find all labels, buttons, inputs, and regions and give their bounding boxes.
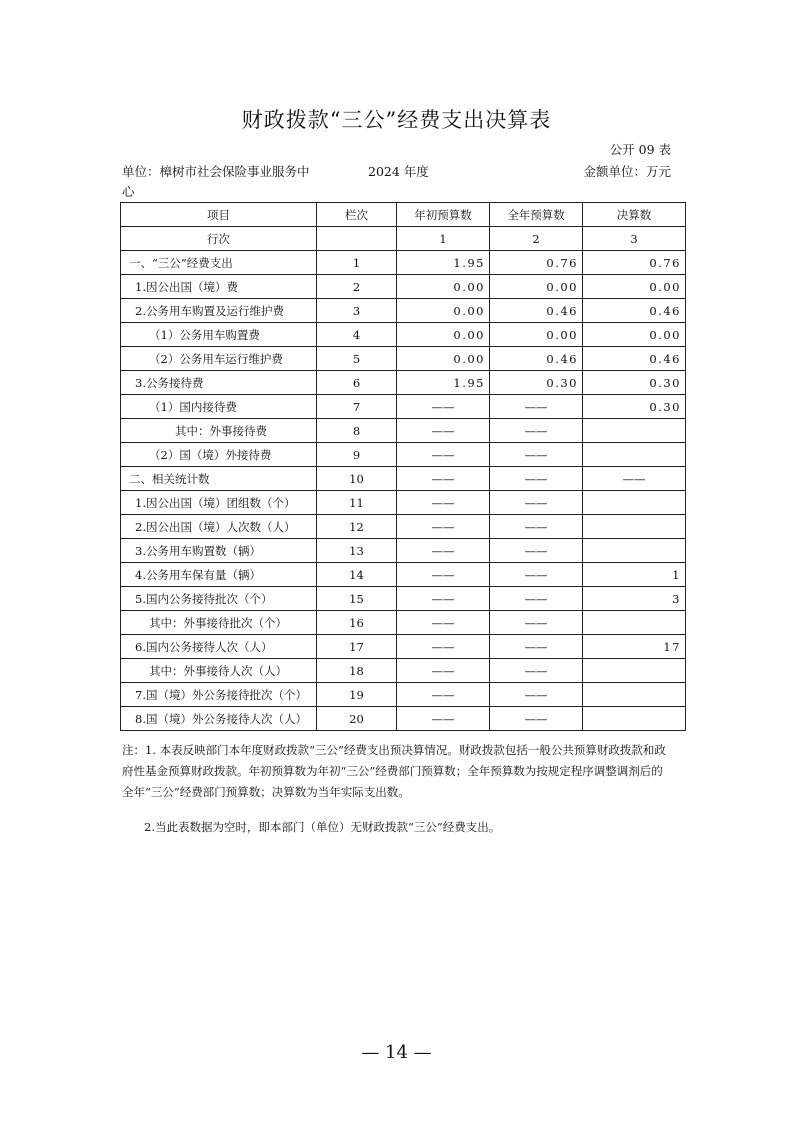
form-number: 公开 09 表	[609, 142, 671, 157]
header-full-year-budget: 全年预算数	[490, 203, 583, 227]
full-year-budget-cell: ——	[490, 635, 583, 659]
column-index-row	[121, 227, 686, 251]
notes	[122, 740, 674, 838]
item-cell: 一、“三公”经费支出	[121, 251, 317, 275]
initial-budget-cell: ——	[397, 563, 490, 587]
item-cell: 6.国内公务接待人次（人）	[121, 635, 317, 659]
header-final-account: 决算数	[583, 203, 686, 227]
row-number-cell: 19	[317, 683, 397, 707]
item-cell: 其中：外事接待批次（个）	[121, 611, 317, 635]
initial-budget-cell: ——	[397, 443, 490, 467]
row-number-cell: 6	[317, 371, 397, 395]
item-cell: （2）公务用车运行维护费	[121, 347, 317, 371]
table-row	[121, 299, 686, 323]
item-cell: 其中：外事接待人次（人）	[121, 659, 317, 683]
table-row	[121, 443, 686, 467]
full-year-budget-cell: ——	[490, 707, 583, 731]
fiscal-year: 2024 年度	[368, 164, 429, 179]
row-number-cell: 12	[317, 515, 397, 539]
row-number-cell: 13	[317, 539, 397, 563]
initial-budget-cell: ——	[397, 635, 490, 659]
table-row	[121, 251, 686, 275]
table-row	[121, 707, 686, 731]
final-account-cell: 17	[583, 635, 686, 659]
row-number-cell: 4	[317, 323, 397, 347]
final-account-cell	[583, 539, 686, 563]
amount-unit: 金额单位：万元	[583, 164, 671, 179]
page-number: — 14 —	[361, 1042, 432, 1063]
table-row	[121, 419, 686, 443]
final-account-cell: 0.46	[583, 299, 686, 323]
full-year-budget-cell: 0.46	[490, 299, 583, 323]
item-cell: 1.因公出国（境）费	[121, 275, 317, 299]
final-account-cell: 0.30	[583, 371, 686, 395]
final-account-cell: 0.30	[583, 395, 686, 419]
initial-budget-cell: ——	[397, 659, 490, 683]
full-year-budget-cell: 0.46	[490, 347, 583, 371]
item-cell: （1）国内接待费	[121, 395, 317, 419]
full-year-budget-cell: ——	[490, 563, 583, 587]
initial-budget-cell: 0.00	[397, 275, 490, 299]
row-number-cell: 2	[317, 275, 397, 299]
initial-budget-cell: 1.95	[397, 371, 490, 395]
table-row	[121, 275, 686, 299]
item-cell: 3.公务用车购置数（辆）	[121, 539, 317, 563]
row-number-cell: 20	[317, 707, 397, 731]
full-year-budget-cell: 0.76	[490, 251, 583, 275]
final-account-cell: 1	[583, 563, 686, 587]
final-account-cell	[583, 659, 686, 683]
item-cell: 3.公务接待费	[121, 371, 317, 395]
final-account-cell: 0.00	[583, 275, 686, 299]
header-initial-budget: 年初预算数	[397, 203, 490, 227]
unit-name-line2: 心	[122, 184, 135, 199]
item-cell: 其中：外事接待费	[121, 419, 317, 443]
row-number-cell: 16	[317, 611, 397, 635]
item-cell: 2.公务用车购置及运行维护费	[121, 299, 317, 323]
final-account-cell	[583, 491, 686, 515]
initial-budget-cell: ——	[397, 515, 490, 539]
table-row	[121, 587, 686, 611]
item-cell: 1.因公出国（境）团组数（个）	[121, 491, 317, 515]
final-account-cell	[583, 419, 686, 443]
item-cell: 5.国内公务接待批次（个）	[121, 587, 317, 611]
initial-budget-cell: ——	[397, 611, 490, 635]
empty-cell	[317, 227, 397, 251]
column-index-3: 3	[583, 227, 686, 251]
row-number-cell: 10	[317, 467, 397, 491]
full-year-budget-cell: 0.00	[490, 275, 583, 299]
full-year-budget-cell: ——	[490, 395, 583, 419]
table-row	[121, 323, 686, 347]
page-title: 财政拨款“三公”经费支出决算表	[241, 108, 552, 132]
table-row	[121, 611, 686, 635]
note-2: 2.当此表数据为空时，即本部门（单位）无财政拨款“三公”经费支出。	[144, 820, 501, 834]
column-index-2: 2	[490, 227, 583, 251]
final-account-cell: 0.46	[583, 347, 686, 371]
row-number-cell: 15	[317, 587, 397, 611]
item-cell: 二、相关统计数	[121, 467, 317, 491]
item-cell: 8.国（境）外公务接待人次（人）	[121, 707, 317, 731]
table-row	[121, 371, 686, 395]
row-number-cell: 1	[317, 251, 397, 275]
item-cell: 7.国（境）外公务接待批次（个）	[121, 683, 317, 707]
initial-budget-cell: ——	[397, 707, 490, 731]
row-number-cell: 11	[317, 491, 397, 515]
note-1: 注：1. 本表反映部门本年度财政拨款“三公”经费支出预决算情况。财政拨款包括一般公共预算财政拨款和政府性基金预算财政拨款。年初预算数为年初“三公”经费部门预算数；全年预算数为按规定程序调整调剂后的全年“三公”经费部门预算数；决算数为当年实际支出数。	[122, 743, 666, 799]
full-year-budget-cell: ——	[490, 587, 583, 611]
table-row	[121, 347, 686, 371]
initial-budget-cell: ——	[397, 491, 490, 515]
final-account-cell	[583, 611, 686, 635]
final-account-cell	[583, 683, 686, 707]
final-account-cell	[583, 707, 686, 731]
row-number-cell: 17	[317, 635, 397, 659]
full-year-budget-cell: 0.00	[490, 323, 583, 347]
table-row	[121, 683, 686, 707]
item-cell: （2）国（境）外接待费	[121, 443, 317, 467]
header-no: 栏次	[317, 203, 397, 227]
final-account-cell: 0.76	[583, 251, 686, 275]
table-row	[121, 635, 686, 659]
item-cell: 2.因公出国（境）人次数（人）	[121, 515, 317, 539]
initial-budget-cell: ——	[397, 467, 490, 491]
row-number-cell: 5	[317, 347, 397, 371]
full-year-budget-cell: ——	[490, 659, 583, 683]
unit-name	[122, 162, 337, 202]
unit-name-line1: 单位：樟树市社会保险事业服务中	[122, 164, 310, 179]
final-account-cell	[583, 443, 686, 467]
initial-budget-cell: ——	[397, 683, 490, 707]
full-year-budget-cell: ——	[490, 539, 583, 563]
table-row	[121, 395, 686, 419]
table-row	[121, 539, 686, 563]
initial-budget-cell: 0.00	[397, 299, 490, 323]
initial-budget-cell: ——	[397, 395, 490, 419]
final-account-cell	[583, 515, 686, 539]
row-number-cell: 18	[317, 659, 397, 683]
row-number-cell: 8	[317, 419, 397, 443]
row-index-label: 行次	[121, 227, 317, 251]
full-year-budget-cell: ——	[490, 467, 583, 491]
final-account-cell: 3	[583, 587, 686, 611]
table-row	[121, 515, 686, 539]
row-number-cell: 7	[317, 395, 397, 419]
final-account-cell: ——	[583, 467, 686, 491]
initial-budget-cell: 0.00	[397, 323, 490, 347]
expense-table	[120, 202, 686, 731]
table-row	[121, 467, 686, 491]
table-row	[121, 659, 686, 683]
table-row	[121, 491, 686, 515]
header-item: 项目	[121, 203, 317, 227]
item-cell: 4.公务用车保有量（辆）	[121, 563, 317, 587]
initial-budget-cell: ——	[397, 587, 490, 611]
full-year-budget-cell: ——	[490, 515, 583, 539]
row-number-cell: 14	[317, 563, 397, 587]
full-year-budget-cell: ——	[490, 443, 583, 467]
full-year-budget-cell: ——	[490, 491, 583, 515]
full-year-budget-cell: ——	[490, 419, 583, 443]
row-number-cell: 3	[317, 299, 397, 323]
full-year-budget-cell: 0.30	[490, 371, 583, 395]
initial-budget-cell: ——	[397, 539, 490, 563]
initial-budget-cell: 1.95	[397, 251, 490, 275]
header-row	[121, 203, 686, 227]
initial-budget-cell: 0.00	[397, 347, 490, 371]
final-account-cell: 0.00	[583, 323, 686, 347]
initial-budget-cell: ——	[397, 419, 490, 443]
full-year-budget-cell: ——	[490, 683, 583, 707]
item-cell: （1）公务用车购置费	[121, 323, 317, 347]
full-year-budget-cell: ——	[490, 611, 583, 635]
column-index-1: 1	[397, 227, 490, 251]
table-row	[121, 563, 686, 587]
row-number-cell: 9	[317, 443, 397, 467]
